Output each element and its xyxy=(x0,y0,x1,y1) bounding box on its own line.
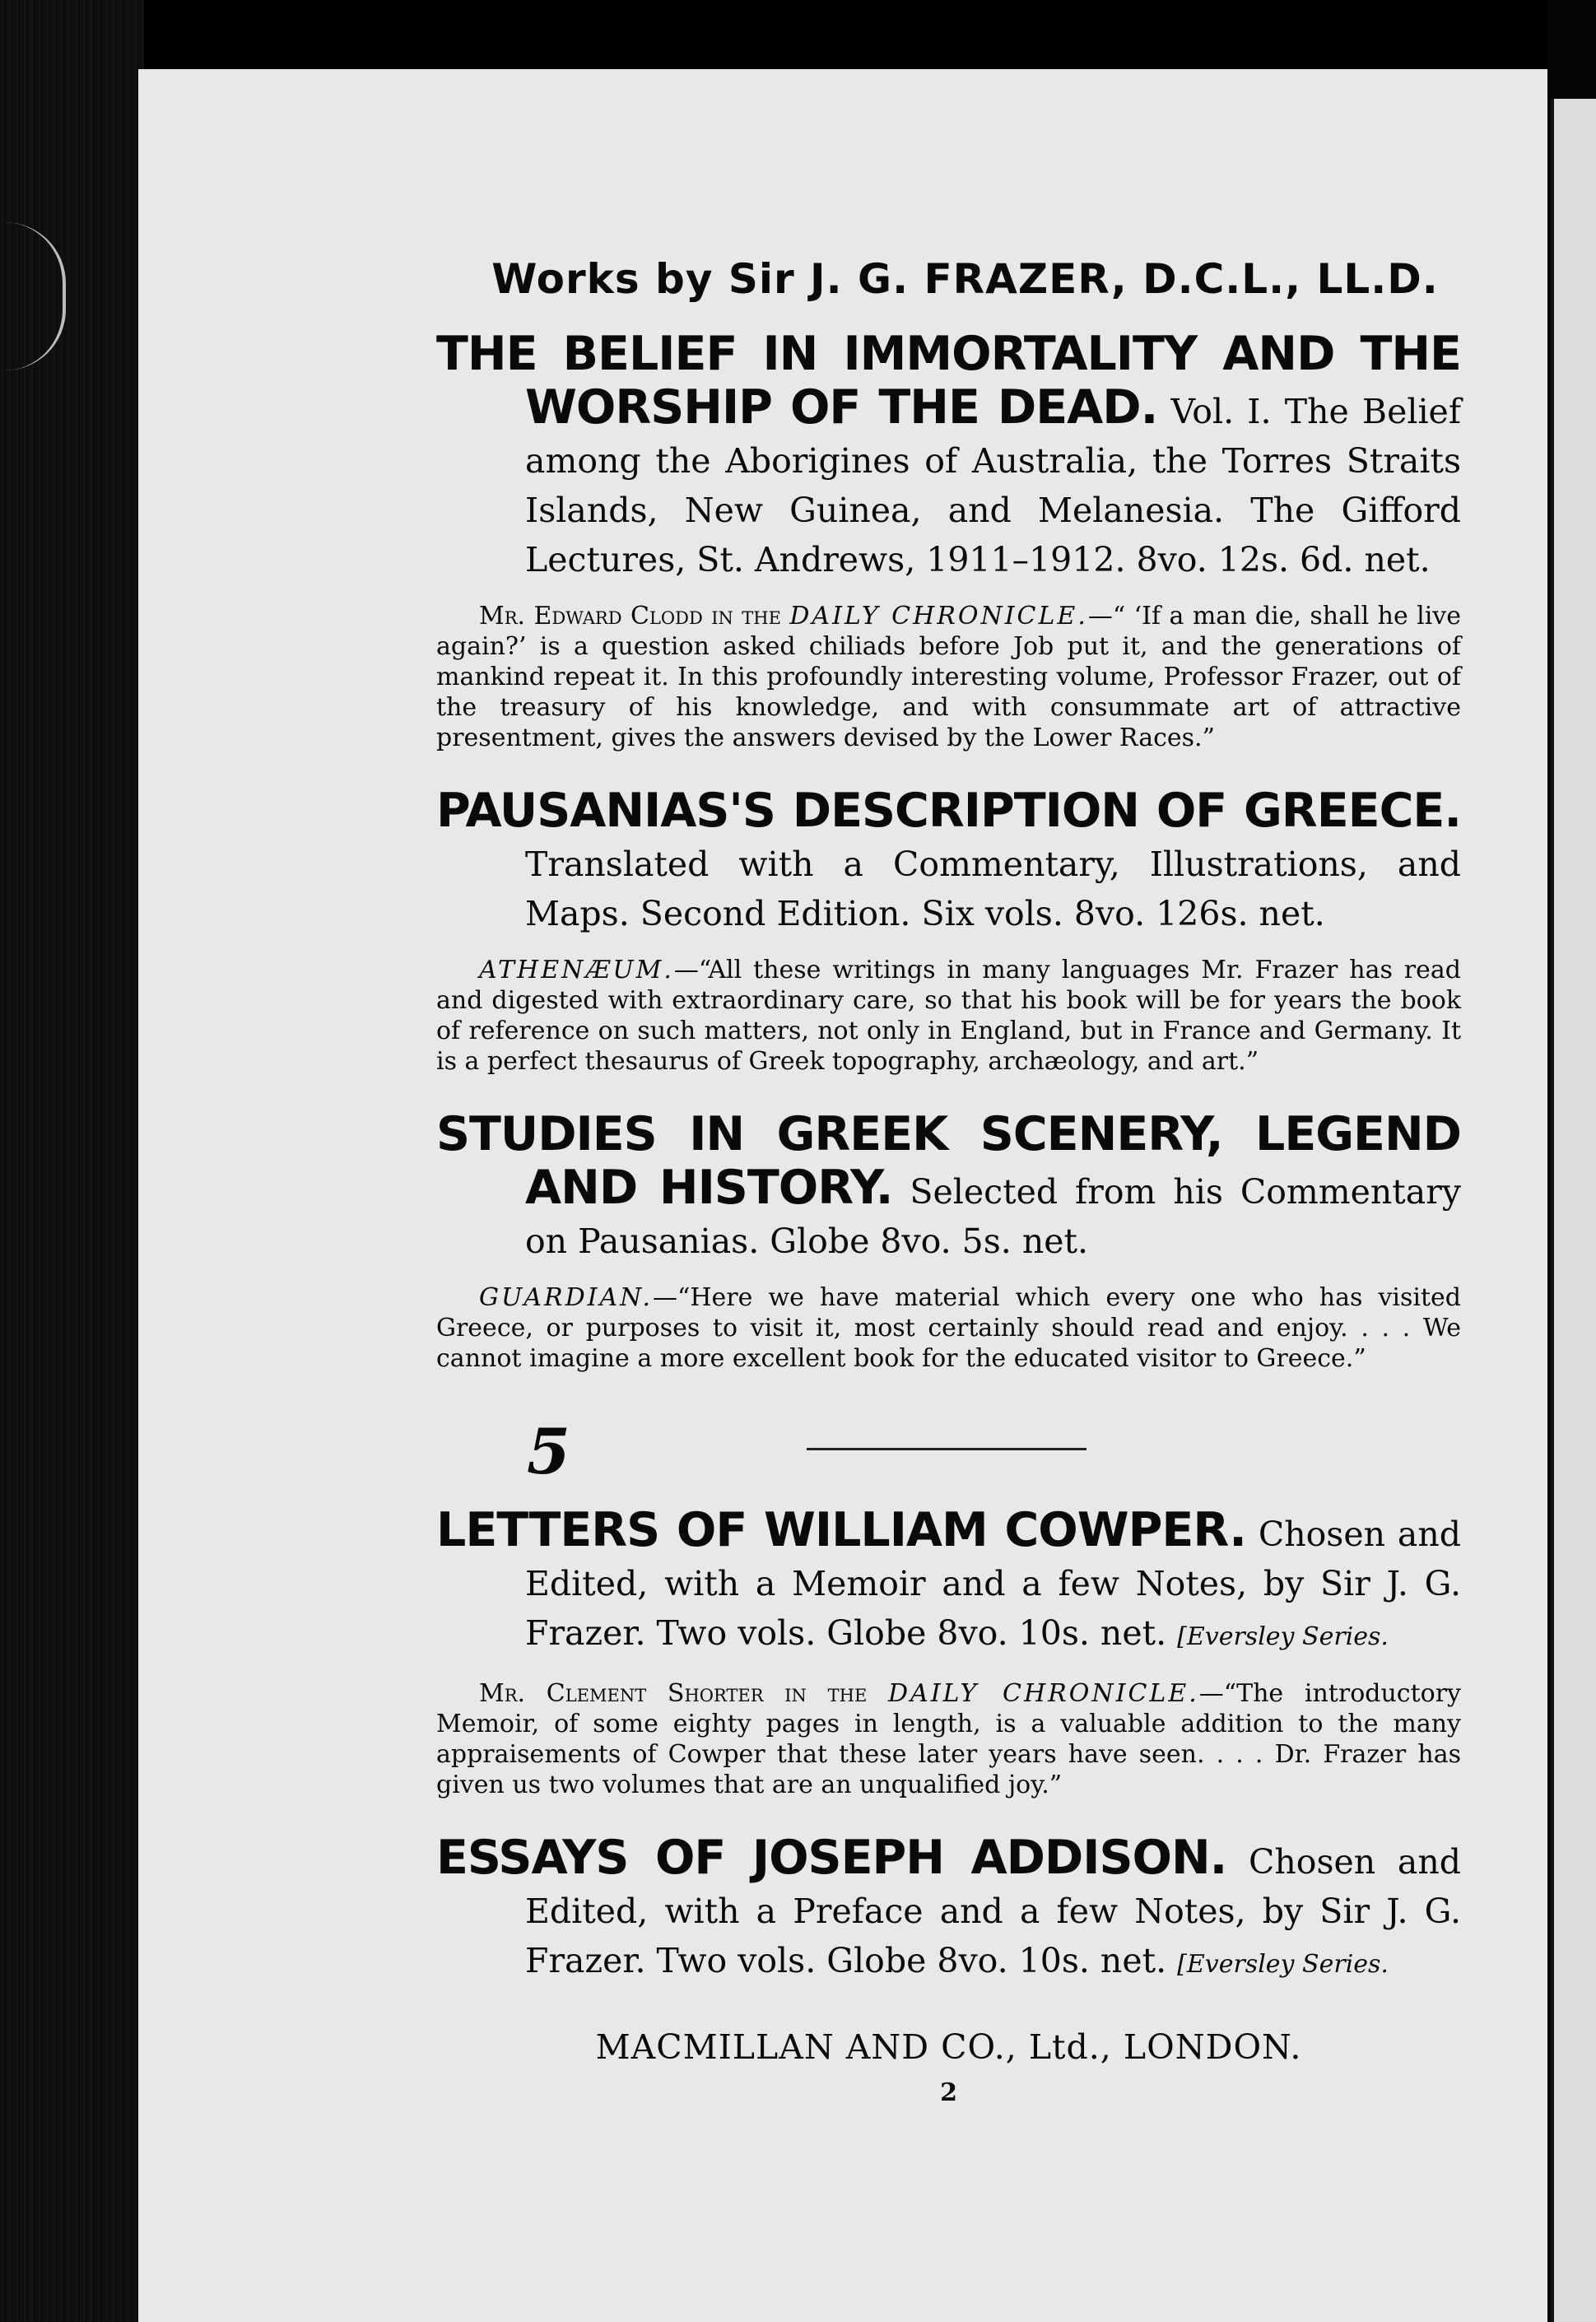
book-entry xyxy=(436,786,1461,1077)
book-details: Chosen and Edited, with a Preface and a few Notes, by Sir J. G. Frazer. Two vols. Globe 8vo. 10s. net. xyxy=(525,1842,1461,1980)
handwritten-mark: 5 xyxy=(527,1415,570,1488)
facing-page-edge xyxy=(1551,99,1596,2322)
book-title: LETTERS OF WILLIAM COWPER. xyxy=(436,1503,1246,1557)
review xyxy=(436,955,1461,1077)
book-details: Translated with a Commentary, Illustrations, and Maps. Second Edition. Six vols. 8vo. 126s. net. xyxy=(525,845,1461,933)
series-note: [Eversley Series. xyxy=(1177,1622,1389,1651)
book-listing xyxy=(436,1833,1461,1989)
review xyxy=(436,1678,1461,1800)
review-source: DAILY CHRONICLE. xyxy=(789,602,1088,631)
publisher-name: MACMILLAN AND CO., Ltd., LONDON. xyxy=(595,2027,1302,2067)
book-entry xyxy=(436,1505,1461,1800)
book-entry xyxy=(436,329,1461,753)
page-number: 2 xyxy=(940,2078,957,2107)
series-note: [Eversley Series. xyxy=(1177,1950,1389,1979)
book-listing xyxy=(436,1107,1461,1266)
book-details: Vol. I. The Belief among the Aborigines of Australia, the Torres Straits Islands, New Guinea, and Melanesia. The Gifford Lectures, St. Andrews, 1911–1912. 8vo. 12s. 6d. net. xyxy=(525,392,1461,579)
review-quote: —“The introductory Memoir, of some eighty pages in length, is a valuable addition to the many appraisements of Cowper that these later years have seen. . . . Dr. Frazer has given us two volumes that are an unqualified joy.” xyxy=(436,1679,1461,1799)
book-details: Selected from his Commentary on Pausanias. Globe 8vo. 5s. net. xyxy=(525,1172,1461,1261)
book-title: ESSAYS OF JOSEPH ADDISON. xyxy=(436,1831,1227,1885)
review-source: GUARDIAN. xyxy=(479,1283,654,1312)
review-source: DAILY CHRONICLE. xyxy=(887,1679,1199,1708)
page-header: Works by Sir J. G. FRAZER, D.C.L., LL.D. xyxy=(491,255,1439,303)
review-source: ATHENÆUM. xyxy=(479,956,674,984)
publisher-imprint xyxy=(436,2027,1461,2067)
review xyxy=(436,1282,1461,1374)
reviewer: Mr. Edward Clodd in the xyxy=(479,602,781,631)
book-details: Chosen and Edited, with a Memoir and a few Notes, by Sir J. G. Frazer. Two vols. Globe 8vo. 10s. net. xyxy=(525,1515,1461,1653)
review-quote: —“All these writings in many languages Mr. Frazer has read and digested with extraordinary care, so that his book will be for years the book of reference on such matters, not only in England, but in France and Germany. It is a perfect thesaurus of Greek topography, archæology, and art.” xyxy=(436,956,1461,1076)
book-entry xyxy=(436,1833,1461,1989)
book-title: PAUSANIAS'S DESCRIPTION OF GREECE. xyxy=(436,784,1461,838)
review-quote: —“ ‘If a man die, shall he live again?’ is a question asked chiliads before Job put it, and the generations of mankind repeat it. In this profoundly interesting volume, Professor Frazer, out of the treasury of his knowledge, and with consummate art of attractive presentment, gives the answers devised by the Lower Races.” xyxy=(436,602,1462,752)
review-quote: —“Here we have material which every one who has visited Greece, or purposes to visit it, most certainly should read and enjoy. . . . We cannot imagine a more excellent book for the educated visitor to Greece.” xyxy=(436,1283,1461,1373)
book-listing xyxy=(436,329,1461,584)
book-title: STUDIES IN GREEK SCENERY, LEGEND AND HISTORY. xyxy=(436,1107,1461,1215)
divider-rule xyxy=(807,1448,1086,1450)
book-entry xyxy=(436,1107,1461,1374)
section-divider xyxy=(436,1407,1461,1505)
review xyxy=(436,601,1461,753)
book-listing xyxy=(436,786,1461,938)
advertisement-content xyxy=(436,255,1461,2107)
reviewer: Mr. Clement Shorter in the xyxy=(479,1679,868,1708)
book-title: THE BELIEF IN IMMORTALITY AND THE WORSHIP OF THE DEAD. xyxy=(436,327,1461,435)
book-listing xyxy=(436,1505,1461,1662)
